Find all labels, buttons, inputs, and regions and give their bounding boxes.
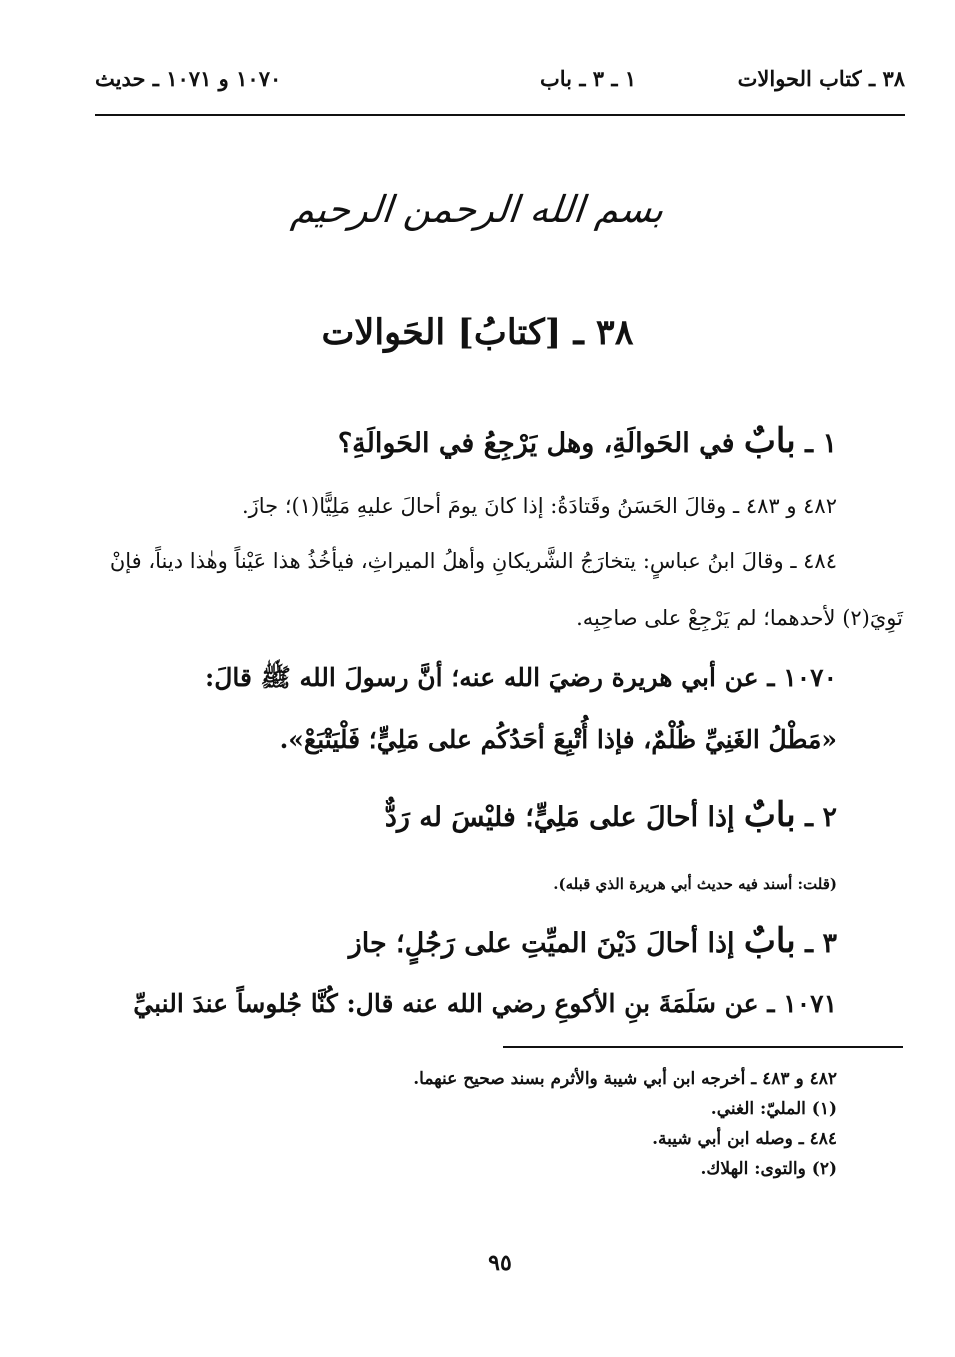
chapter-number: ٢ ـ — [805, 802, 837, 833]
basmala-calligraphy: بسم الله الرحمن الرحيم — [289, 188, 666, 231]
hadith-1071-line1: ١٠٧١ ـ عن سَلَمَةَ بنِ الأكوعِ رضي الله عنه قال: كُنَّا جُلوساً عندَ النبيِّ — [133, 989, 837, 1018]
chapter-heading-3 — [349, 918, 837, 967]
footnote-divider — [503, 1046, 903, 1048]
hadith-1070-line1: ١٠٧٠ ـ عن أبي هريرة رضيَ الله عنه؛ أنَّ رسولَ الله ﷺ قالَ: — [204, 663, 837, 692]
header-hadith-range: ١٠٧٠ و ١٠٧١ ـ حديث — [95, 66, 282, 91]
chapter-heading-2 — [385, 792, 837, 841]
running-header — [95, 62, 905, 98]
chapter-title: إذا أحالَ على مَلِيٍّ؛ فليْسَ له رَدٌّ — [384, 802, 735, 833]
footnote-item: ٤٨٢ و ٤٨٣ ـ أخرجه ابن أبي شيبة والأثرم بسند صحيح عنهما. — [413, 1069, 837, 1089]
chapter-number: ١ ـ — [805, 428, 837, 459]
footnote-item: (٢) والتوى: الهلاك. — [700, 1159, 837, 1179]
chapter-bab-label: بابٌ — [743, 921, 796, 961]
header-book-title: ٣٨ ـ كتاب الحوالات — [737, 66, 905, 91]
chapter-title: إذا أحالَ دَيْنَ الميِّتِ على رَجُلٍ؛ جاز — [348, 928, 735, 959]
chapter-title: في الحَوالَةِ، وهل يَرْجِعُ في الحَوالَةِ؟ — [337, 428, 735, 459]
footnote-item: (١) المليّ: الغني. — [710, 1099, 837, 1119]
header-divider — [95, 114, 905, 116]
page-number: ٩٥ — [488, 1250, 512, 1276]
athar-484-line2: تَوِيَ(٢) لأحدهما؛ لم يَرْجِعْ على صاحِبِه. — [576, 606, 903, 630]
editor-note: (قلت: أسند فيه حديث أبي هريرة الذي قبله). — [553, 875, 837, 893]
chapter-heading-1 — [338, 418, 837, 467]
chapter-number: ٣ ـ — [805, 928, 837, 959]
header-chapter-range: ١ ـ ٣ ـ باب — [540, 66, 637, 91]
book-title: ٣٨ ـ [كتابُ] الحَوالات — [321, 312, 634, 353]
athar-484-line1: ٤٨٤ ـ وقالَ ابنُ عباسٍ: يتخارَجُ الشَّريكانِ وأهلُ الميراثِ، فيأخُذُ هذا عَيْناً وهٰذا ديناً، فإنْ — [109, 549, 837, 573]
footnotes — [277, 1064, 837, 1184]
footnote-item: ٤٨٤ ـ وصله ابن أبي شيبة. — [652, 1129, 837, 1149]
chapter-bab-label: بابٌ — [743, 795, 796, 835]
athar-482-483: ٤٨٢ و ٤٨٣ ـ وقالَ الحَسَنُ وقَتادَةُ: إذا كانَ يومَ أحالَ عليهِ مَلِيًّا(١)؛ جازَ. — [241, 494, 837, 518]
hadith-1070-line2: «مَطْلُ الغَنِيِّ ظُلْمٌ، فإذا أُتْبِعَ أحَدُكُم على مَلِيٍّ؛ فَلْيَتْبَعْ». — [279, 725, 837, 754]
chapter-bab-label: بابٌ — [743, 421, 796, 461]
